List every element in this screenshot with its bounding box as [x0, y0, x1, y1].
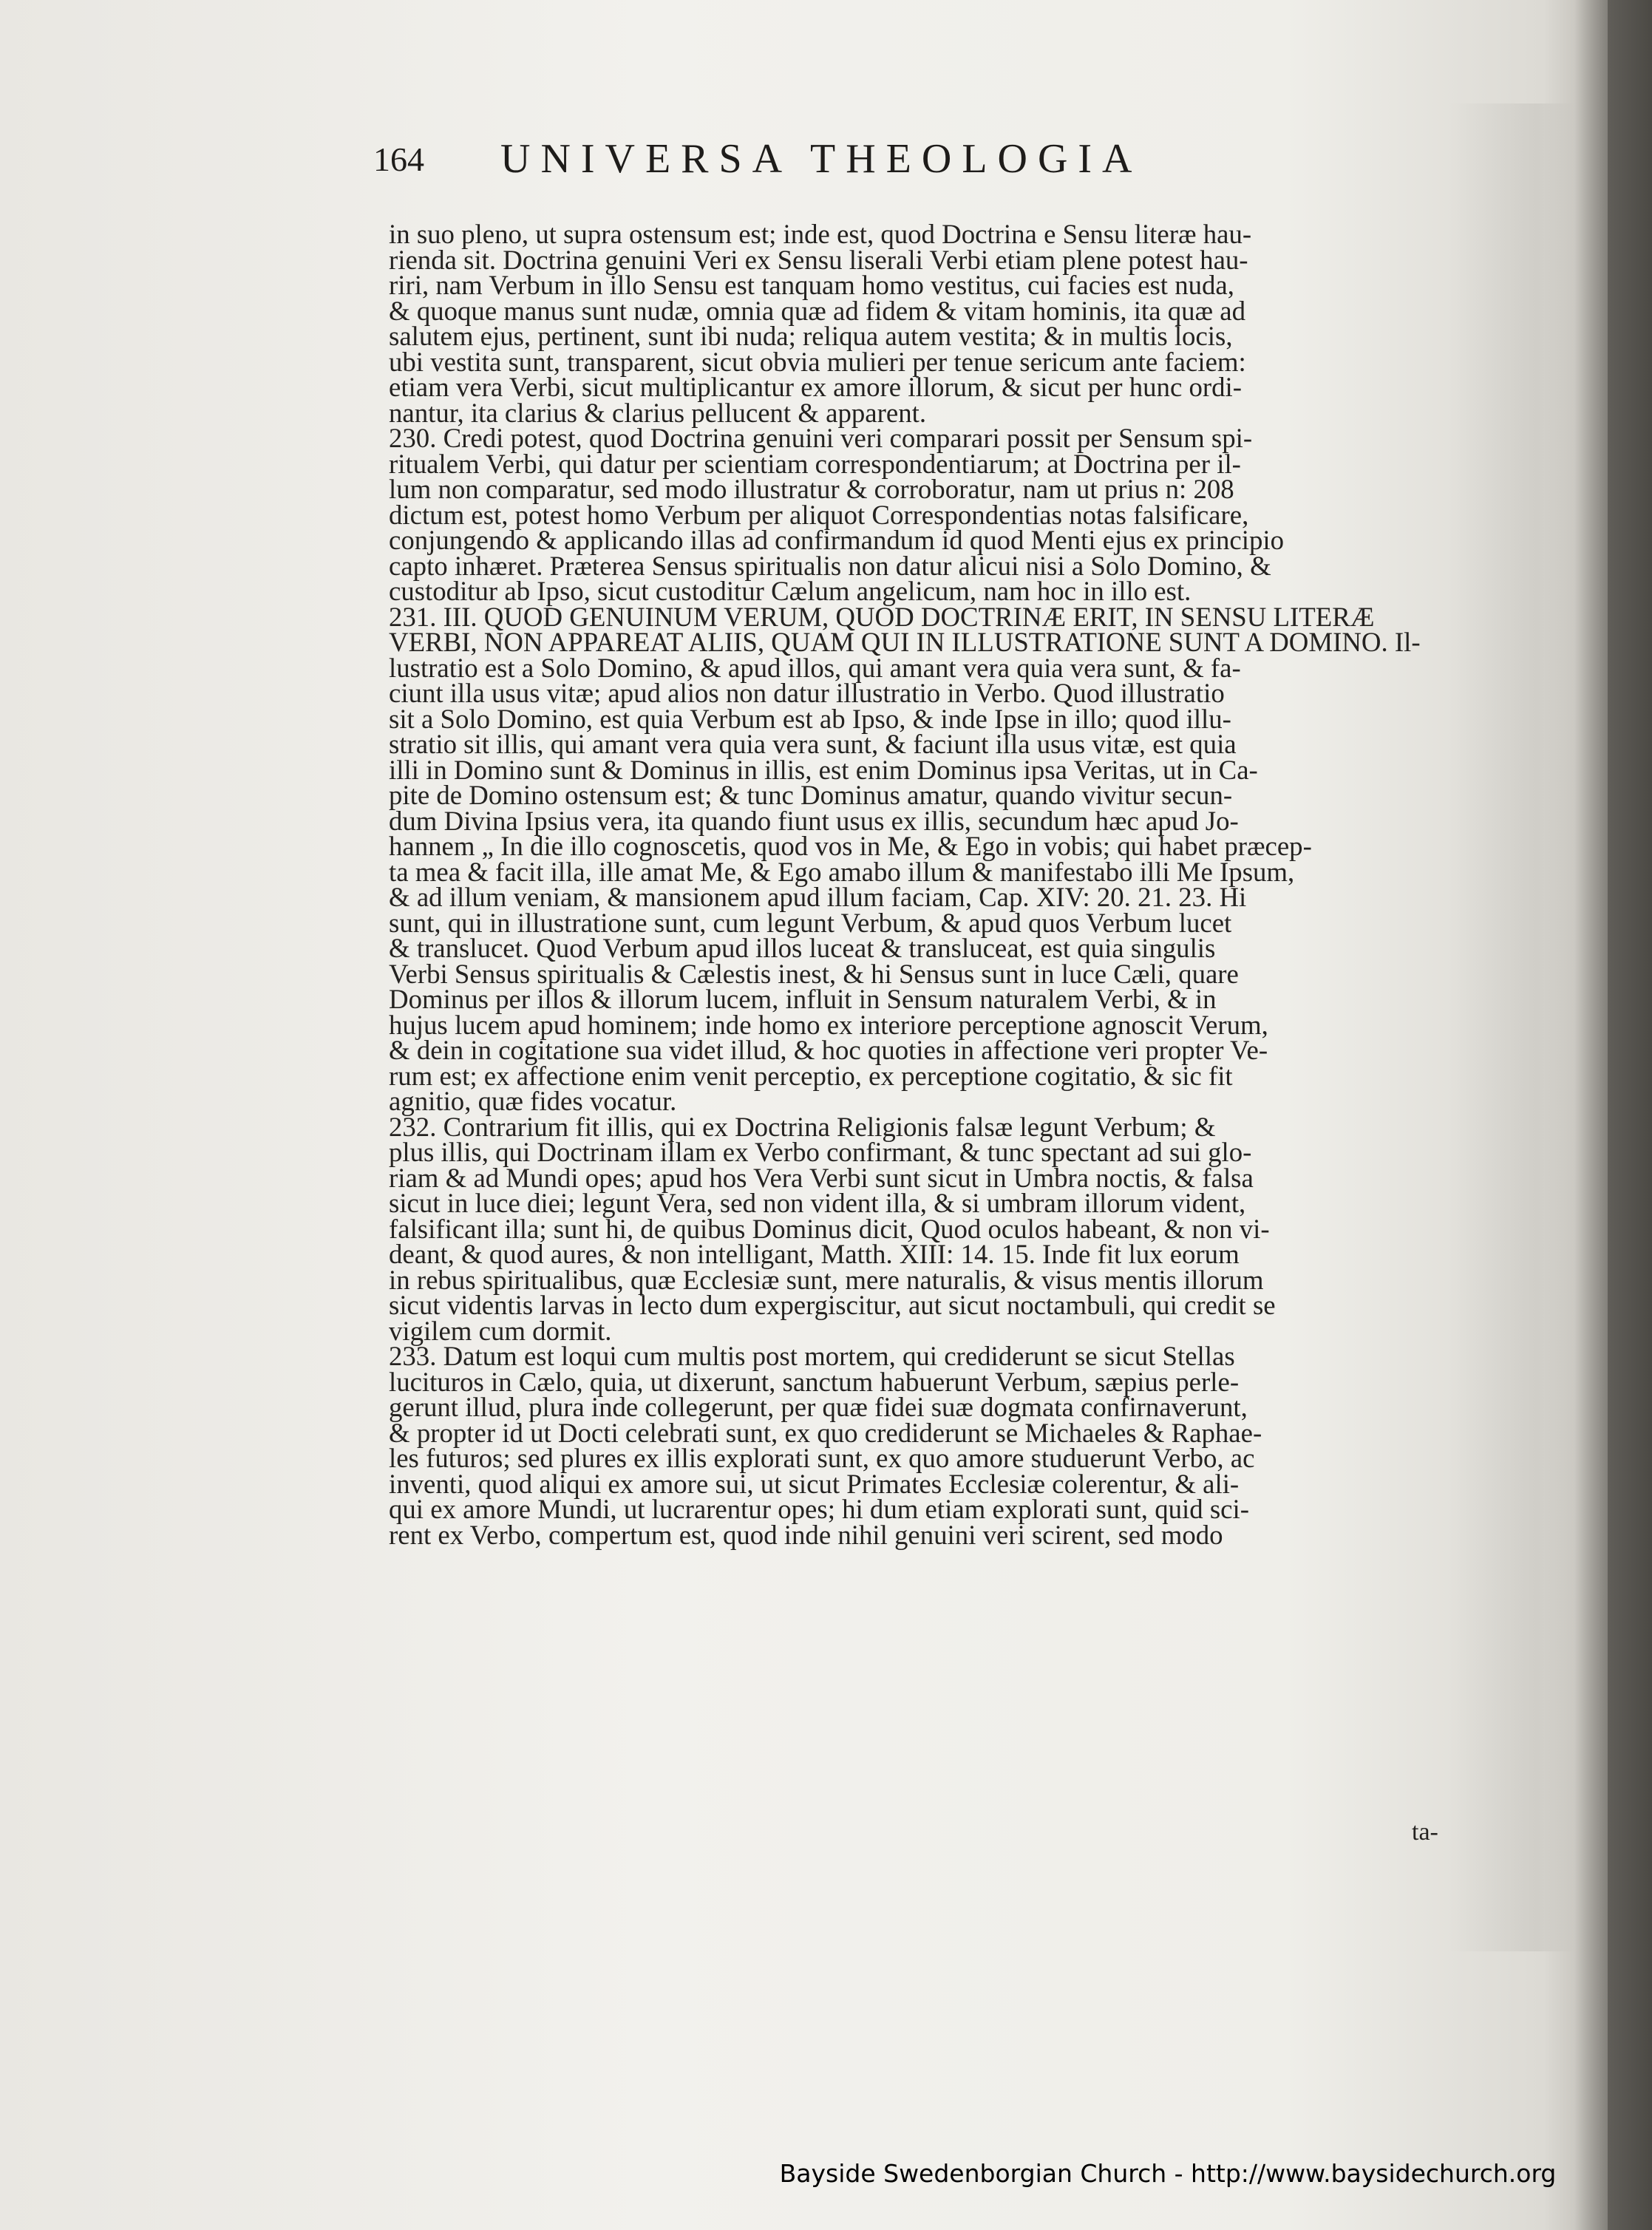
- text-line: les futuros; sed plures ex illis explorati sunt, ex quo amore studuerunt Verbo, ac: [389, 1443, 1255, 1473]
- text-line: sicut in luce diei; legunt Vera, sed non vident illa, & si umbram illorum vident,: [389, 1188, 1246, 1218]
- text-line: & translucet. Quod Verbum apud illos luceat & transluceat, est quia singulis: [389, 933, 1216, 963]
- text-line: Verbi Sensus spiritualis & Cælestis inest, & hi Sensus sunt in luce Cæli, quare: [389, 958, 1239, 989]
- text-line: VERBI, NON APPAREAT ALIIS, QUAM QUI IN ILLUSTRATIONE SUNT A DOMINO. Il-: [389, 627, 1421, 657]
- text-line: 232. Contrarium fit illis, qui ex Doctrina Religionis falsæ legunt Verbum; &: [389, 1111, 1216, 1142]
- text-line: rent ex Verbo, compertum est, quod inde nihil genuini veri scirent, sed modo: [389, 1519, 1223, 1550]
- text-line: salutem ejus, pertinent, sunt ibi nuda; reliqua autem vestita; & in multis locis,: [389, 321, 1233, 351]
- text-line: riri, nam Verbum in illo Sensu est tanquam homo vestitus, cui facies est nuda,: [389, 270, 1234, 300]
- text-line: & propter id ut Docti celebrati sunt, ex quo crediderunt se Michaeles & Raphae-: [389, 1417, 1262, 1448]
- text-line: 230. Credi potest, quod Doctrina genuini veri comparari possit per Sensum spi-: [389, 423, 1253, 453]
- text-line: rum est; ex affectione enim venit perceptio, ex perceptione cogitatio, & sic fit: [389, 1060, 1233, 1091]
- running-head: UNIVERSA THEOLOGIA: [500, 136, 1143, 182]
- text-line: pite de Domino ostensum est; & tunc Dominus amatur, quando vivitur secun-: [389, 780, 1233, 810]
- text-line: qui ex amore Mundi, ut lucrarentur opes; hi dum etiam explorati sunt, quid sci-: [389, 1494, 1249, 1524]
- text-line: lucituros in Cælo, quia, ut dixerunt, sanctum habuerunt Verbum, sæpius perle-: [389, 1366, 1240, 1397]
- binding-edge-shadow: [1574, 0, 1652, 2230]
- text-line: hujus lucem apud hominem; inde homo ex interiore perceptione agnoscit Verum,: [389, 1009, 1268, 1040]
- text-line: nantur, ita clarius & clarius pellucent & apparent.: [389, 397, 927, 428]
- body-text: [389, 219, 1483, 1550]
- text-line: gerunt illud, plura inde collegerunt, per quæ fidei suæ dogmata confirnaverunt,: [389, 1392, 1248, 1422]
- watermark-caption: Bayside Swedenborgian Church - http://www.baysidechurch.org: [779, 2159, 1557, 2188]
- text-line: plus illis, qui Doctrinam illam ex Verbo confirmant, & tunc spectant ad sui glo-: [389, 1137, 1252, 1167]
- text-line: rienda sit. Doctrina genuini Veri ex Sensu liserali Verbi etiam plene potest hau-: [389, 244, 1248, 275]
- text-line: illi in Domino sunt & Dominus in illis, est enim Dominus ipsa Veritas, ut in Ca-: [389, 754, 1258, 785]
- text-line: in rebus spiritualibus, quæ Ecclesiæ sunt, mere naturalis, & visus mentis illorum: [389, 1264, 1264, 1295]
- text-line: dictum est, potest homo Verbum per aliquot Correspondentias notas falsificare,: [389, 499, 1249, 530]
- text-line: & quoque manus sunt nudæ, omnia quæ ad fidem & vitam hominis, ita quæ ad: [389, 295, 1246, 326]
- text-line: Dominus per illos & illorum lucem, influit in Sensum naturalem Verbi, & in: [389, 984, 1217, 1014]
- text-line: 233. Datum est loqui cum multis post mortem, qui crediderunt se sicut Stellas: [389, 1341, 1235, 1371]
- text-line: ritualem Verbi, qui datur per scientiam correspondentiarum; at Doctrina per il-: [389, 448, 1241, 479]
- text-line: ubi vestita sunt, transparent, sicut obvia mulieri per tenue sericum ante faciem:: [389, 346, 1246, 377]
- text-line: lustratio est a Solo Domino, & apud illos, qui amant vera quia vera sunt, & fa-: [389, 652, 1241, 683]
- text-line: 231. III. QUOD GENUINUM VERUM, QUOD DOCTRINÆ ERIT, IN SENSU LITERÆ: [389, 601, 1375, 632]
- text-line: sunt, qui in illustratione sunt, cum legunt Verbum, & apud quos Verbum lucet: [389, 907, 1232, 938]
- text-line: sit a Solo Domino, est quia Verbum est ab Ipso, & inde Ipse in illo; quod illu-: [389, 703, 1231, 734]
- text-line: & ad illum veniam, & mansionem apud illum faciam, Cap. XIV: 20. 21. 23. Hi: [389, 882, 1247, 912]
- text-line: lum non comparatur, sed modo illustratur & corroboratur, nam ut prius n: 208: [389, 474, 1234, 504]
- text-line: deant, & quod aures, & non intelligant, Matth. XIII: 14. 15. Inde fit lux eorum: [389, 1239, 1240, 1269]
- text-line: falsificant illa; sunt hi, de quibus Dominus dicit, Quod oculos habeant, & non vi-: [389, 1213, 1270, 1244]
- text-line: hannem „ In die illo cognoscetis, quod vos in Me, & Ego in vobis; qui habet præcep-: [389, 831, 1312, 861]
- text-line: sicut videntis larvas in lecto dum expergiscitur, aut sicut noctambuli, qui credit se: [389, 1290, 1276, 1320]
- text-line: stratio sit illis, qui amant vera quia vera sunt, & faciunt illa usus vitæ, est quia: [389, 729, 1237, 759]
- text-line: conjungendo & applicando illas ad confirmandum id quod Menti ejus ex principio: [389, 525, 1284, 555]
- text-line: agnitio, quæ fides vocatur.: [389, 1086, 677, 1116]
- text-line: in suo pleno, ut supra ostensum est; inde est, quod Doctrina e Sensu literæ hau-: [389, 219, 1252, 249]
- text-line: etiam vera Verbi, sicut multiplicantur ex amore illorum, & sicut per hunc ordi-: [389, 372, 1243, 402]
- text-line: riam & ad Mundi opes; apud hos Vera Verbi sunt sicut in Umbra noctis, & falsa: [389, 1162, 1254, 1193]
- text-line: dum Divina Ipsius vera, ita quando fiunt usus ex illis, secundum hæc apud Jo-: [389, 805, 1239, 836]
- text-line: custoditur ab Ipso, sicut custoditur Cælum angelicum, nam hoc in illo est.: [389, 576, 1192, 606]
- text-line: capto inhæret. Præterea Sensus spiritualis non datur alicui nisi a Solo Domino, &: [389, 550, 1271, 581]
- text-line: inventi, quod aliqui ex amore sui, ut sicut Primates Ecclesiæ colerentur, & ali-: [389, 1468, 1240, 1499]
- page-number: 164: [373, 140, 424, 178]
- catchword: ta-: [1412, 1818, 1438, 1846]
- page-header: [373, 135, 1349, 194]
- text-line: vigilem cum dormit.: [389, 1315, 612, 1346]
- text-line: & dein in cogitatione sua videt illud, & hoc quoties in affectione veri propter Ve-: [389, 1035, 1268, 1065]
- text-line: ciunt illa usus vitæ; apud alios non datur illustratio in Verbo. Quod illustratio: [389, 678, 1225, 708]
- text-line: ta mea & facit illa, ille amat Me, & Ego amabo illum & manifestabo illi Me Ipsum,: [389, 856, 1295, 887]
